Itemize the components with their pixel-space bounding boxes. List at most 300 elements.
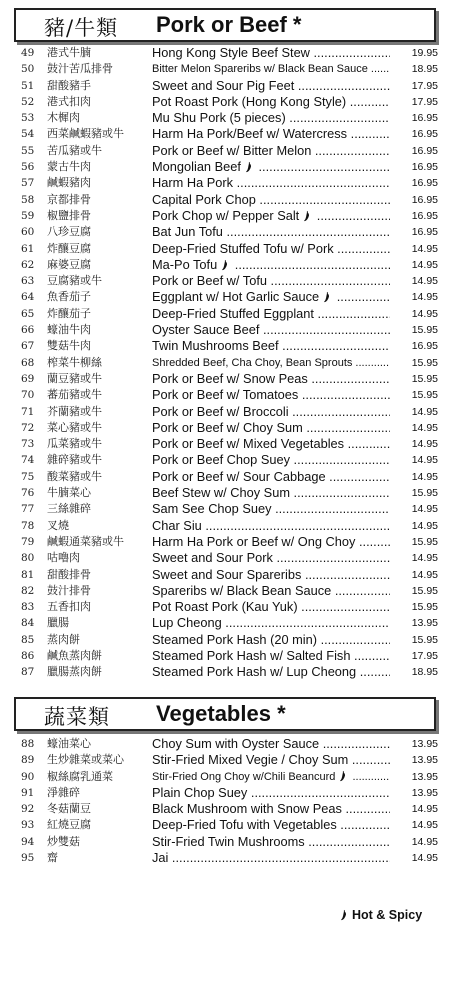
item-number: 61 <box>21 242 35 255</box>
menu-item <box>0 534 465 550</box>
item-name-chinese: 五香扣肉 <box>47 600 91 614</box>
item-name-chinese: 雜碎豬或牛 <box>47 453 102 467</box>
item-price: 16.95 <box>411 161 438 174</box>
leader-dots <box>223 224 390 239</box>
item-name-english <box>152 769 390 785</box>
leader-dots <box>303 420 390 435</box>
item-price: 14.95 <box>411 503 438 516</box>
item-name-chinese: 叉燒 <box>47 518 69 532</box>
menu-item <box>0 550 465 566</box>
item-name-chinese: 蠔油牛肉 <box>47 323 91 337</box>
item-name-text: Black Mushroom with Snow Peas <box>152 801 342 817</box>
menu-item <box>0 436 465 452</box>
leader-dots <box>342 801 390 816</box>
chili-pepper-icon <box>302 210 311 222</box>
section-title-chinese: 豬/牛類 <box>44 16 119 40</box>
item-price: 17.95 <box>411 95 438 108</box>
section-header <box>14 8 436 42</box>
item-name-text: Pork Chop w/ Pepper Salt <box>152 207 300 223</box>
item-name-text: Mu Shu Pork (5 pieces) <box>152 110 286 126</box>
item-price: 15.95 <box>411 389 438 402</box>
item-name-chinese: 冬菇蘭豆 <box>47 802 91 816</box>
item-name-english <box>152 615 390 631</box>
menu-item <box>0 632 465 648</box>
item-price: 15.95 <box>411 601 438 614</box>
item-name-english <box>152 834 390 850</box>
item-price: 13.95 <box>411 617 438 630</box>
item-number: 88 <box>21 738 35 750</box>
item-name-english <box>152 159 390 175</box>
item-name-text: Stir-Fried Ong Choy w/Chili Beancurd <box>152 770 336 783</box>
item-name-english <box>152 289 390 305</box>
item-number: 74 <box>21 454 35 467</box>
item-name-chinese: 炸釀茄子 <box>47 306 91 320</box>
item-name-chinese: 雙菇牛肉 <box>47 339 91 353</box>
item-name-text: Sweet and Sour Spareribs <box>152 566 302 582</box>
item-name-chinese: 京都排骨 <box>47 192 91 206</box>
item-number: 86 <box>21 649 35 662</box>
item-name-text: Stir-Fried Twin Mushrooms <box>152 833 305 849</box>
leader-dots <box>349 771 390 783</box>
item-name-text: Pork or Beef Chop Suey <box>152 452 290 468</box>
leader-dots <box>331 583 390 598</box>
menu-item <box>0 241 465 257</box>
leader-dots <box>305 834 390 849</box>
item-name-english <box>152 452 390 468</box>
item-name-text: Stir-Fried Mixed Vegie / Choy Sum <box>152 752 349 768</box>
item-price: 17.95 <box>411 649 438 662</box>
item-number: 78 <box>21 519 35 532</box>
menu-item <box>0 850 465 866</box>
item-name-chinese: 臘腸蒸肉餅 <box>47 665 102 679</box>
menu-item <box>0 143 465 159</box>
menu-item <box>0 110 465 126</box>
item-name-chinese: 豆腐豬或牛 <box>47 274 102 288</box>
item-price: 15.95 <box>411 535 438 548</box>
item-name-text: Bitter Melon Spareribs w/ Black Bean Sauce <box>152 63 368 76</box>
menu-item <box>0 306 465 322</box>
item-price: 14.95 <box>411 405 438 418</box>
item-price: 13.95 <box>411 786 438 799</box>
section-header <box>14 697 436 731</box>
item-name-text: Pork or Beef w/ Broccoli <box>152 403 289 419</box>
leader-dots <box>222 615 390 630</box>
item-name-text: Sweet and Sour Pig Feet <box>152 77 295 93</box>
item-price: 14.95 <box>411 552 438 565</box>
item-price: 14.95 <box>411 242 438 255</box>
item-name-english <box>152 208 390 224</box>
leader-dots <box>308 371 390 386</box>
item-number: 69 <box>21 372 35 385</box>
leader-dots <box>290 485 390 500</box>
item-price: 14.95 <box>411 291 438 304</box>
item-name-english <box>152 404 390 420</box>
item-name-english <box>152 306 390 322</box>
item-price: 15.95 <box>411 487 438 500</box>
leader-dots <box>368 63 390 75</box>
chili-pepper-icon <box>339 909 348 921</box>
item-name-text: Twin Mushrooms Beef <box>152 338 279 354</box>
menu-item-list <box>0 45 465 681</box>
section-title-chinese: 蔬菜類 <box>44 705 110 729</box>
item-price: 16.95 <box>411 144 438 157</box>
item-name-chinese: 咕嚕肉 <box>47 551 80 565</box>
item-number: 54 <box>21 128 35 141</box>
item-price: 13.95 <box>411 770 438 783</box>
item-name-chinese: 港式牛腩 <box>47 46 91 59</box>
item-price: 14.95 <box>411 307 438 320</box>
item-name-text: Pork or Beef w/ Tofu <box>152 273 267 289</box>
item-name-text: Deep-Fried Stuffed Eggplant <box>152 305 314 321</box>
menu-item <box>0 338 465 354</box>
item-name-english <box>152 110 390 126</box>
item-name-chinese: 臘腸 <box>47 616 69 630</box>
item-price: 14.95 <box>411 835 438 848</box>
item-price: 16.95 <box>411 193 438 206</box>
item-name-text: Spareribs w/ Black Bean Sauce <box>152 582 332 598</box>
section-title-english: Pork or Beef * <box>156 12 302 37</box>
item-name-text: Oyster Sauce Beef <box>152 322 260 338</box>
item-name-chinese: 牛腩菜心 <box>47 486 91 500</box>
item-name-text: Eggplant w/ Hot Garlic Sauce <box>152 289 320 305</box>
item-name-english <box>152 632 390 648</box>
item-name-chinese: 紅燒豆腐 <box>47 818 91 832</box>
menu-item <box>0 175 465 191</box>
item-price: 14.95 <box>411 470 438 483</box>
item-name-english <box>152 785 390 801</box>
item-number: 95 <box>21 852 35 865</box>
item-number: 57 <box>21 177 35 190</box>
item-name-english <box>152 534 390 550</box>
menu-item <box>0 208 465 224</box>
item-number: 75 <box>21 470 35 483</box>
item-name-text: Char Siu <box>152 517 202 533</box>
item-price: 16.95 <box>411 128 438 141</box>
item-name-text: Pot Roast Pork (Hong Kong Style) <box>152 93 347 109</box>
item-name-chinese: 蒙古牛肉 <box>47 160 91 174</box>
item-number: 83 <box>21 601 35 614</box>
item-name-text: Harm Ha Pork <box>152 175 234 191</box>
item-name-chinese: 鹹魚蒸肉餅 <box>47 648 102 662</box>
item-number: 84 <box>21 617 35 630</box>
item-name-chinese: 木樨肉 <box>47 111 80 125</box>
item-number: 65 <box>21 307 35 320</box>
spicy-legend-label: Hot & Spicy <box>352 908 423 922</box>
item-number: 51 <box>21 79 35 92</box>
item-number: 90 <box>21 770 35 783</box>
menu-item <box>0 387 465 403</box>
item-price: 16.95 <box>411 209 438 222</box>
item-number: 60 <box>21 226 35 239</box>
menu-item <box>0 273 465 289</box>
item-number: 72 <box>21 421 35 434</box>
item-name-text: Lup Cheong <box>152 615 222 631</box>
menu-item <box>0 817 465 833</box>
menu-item <box>0 371 465 387</box>
item-number: 52 <box>21 95 35 108</box>
item-name-english <box>152 387 390 403</box>
item-name-chinese: 炸釀豆腐 <box>47 241 91 255</box>
item-name-chinese: 麻婆豆腐 <box>47 257 91 271</box>
item-price: 18.95 <box>411 666 438 679</box>
leader-dots <box>289 404 390 419</box>
leader-dots <box>286 110 390 125</box>
menu-item <box>0 501 465 517</box>
item-price: 14.95 <box>411 519 438 532</box>
item-name-chinese: 港式扣肉 <box>47 94 91 108</box>
item-name-chinese: 鹹蝦豬肉 <box>47 176 91 190</box>
leader-dots <box>310 45 390 60</box>
leader-dots <box>313 208 390 223</box>
menu-item <box>0 404 465 420</box>
item-name-english <box>152 501 390 517</box>
item-name-english <box>152 736 390 752</box>
item-number: 50 <box>21 63 35 76</box>
leader-dots <box>356 664 390 679</box>
item-number: 93 <box>21 819 35 832</box>
leader-dots <box>314 306 390 321</box>
leader-dots <box>347 126 390 141</box>
item-name-chinese: 芥蘭豬或牛 <box>47 404 102 418</box>
item-price: 13.95 <box>411 738 438 750</box>
menu-item <box>0 752 465 768</box>
item-name-text: Harm Ha Pork/Beef w/ Watercress <box>152 126 348 142</box>
item-name-text: Pork or Beef w/ Snow Peas <box>152 370 308 386</box>
item-name-text: Ma-Po Tofu <box>152 256 218 272</box>
item-name-text: Harm Ha Pork or Beef w/ Ong Choy <box>152 533 356 549</box>
item-number: 80 <box>21 552 35 565</box>
item-price: 19.95 <box>411 47 438 59</box>
item-price: 15.95 <box>411 372 438 385</box>
menu-item <box>0 159 465 175</box>
item-name-text: Pork or Beef w/ Choy Sum <box>152 419 303 435</box>
item-name-text: Pork or Beef w/ Bitter Melon <box>152 142 312 158</box>
item-name-english <box>152 518 390 534</box>
item-price: 14.95 <box>411 438 438 451</box>
menu-item <box>0 583 465 599</box>
menu-item <box>0 78 465 94</box>
leader-dots <box>255 159 390 174</box>
leader-dots <box>346 94 390 109</box>
item-name-english <box>152 752 390 768</box>
item-name-chinese: 苦瓜豬或牛 <box>47 143 102 157</box>
leader-dots <box>319 736 390 751</box>
item-number: 85 <box>21 633 35 646</box>
spicy-legend <box>336 908 422 922</box>
menu-item <box>0 126 465 142</box>
leader-dots <box>348 752 390 767</box>
item-name-text: Bat Jun Tofu <box>152 224 223 240</box>
item-name-english <box>152 273 390 289</box>
leader-dots <box>317 632 390 647</box>
item-price: 14.95 <box>411 421 438 434</box>
item-name-english <box>152 143 390 159</box>
menu-item <box>0 224 465 240</box>
item-number: 71 <box>21 405 35 418</box>
leader-dots <box>337 817 390 832</box>
item-name-english <box>152 583 390 599</box>
item-name-english <box>152 322 390 338</box>
menu-item <box>0 355 465 371</box>
item-price: 14.95 <box>411 852 438 865</box>
item-number: 70 <box>21 389 35 402</box>
leader-dots <box>273 550 390 565</box>
item-name-text: Choy Sum with Oyster Sauce <box>152 736 320 751</box>
item-name-chinese: 炒雙菇 <box>47 834 80 848</box>
item-name-text: Jai <box>152 850 169 866</box>
leader-dots <box>311 143 390 158</box>
item-name-text: Mongolian Beef <box>152 159 241 175</box>
leader-dots <box>168 850 390 865</box>
item-name-chinese: 魚香茄子 <box>47 290 91 304</box>
item-name-chinese: 椒鹽排骨 <box>47 208 91 222</box>
leader-dots <box>333 289 390 304</box>
item-number: 67 <box>21 340 35 353</box>
item-name-english <box>152 420 390 436</box>
menu-item <box>0 192 465 208</box>
item-number: 81 <box>21 568 35 581</box>
item-name-chinese: 蕃茄豬或牛 <box>47 388 102 402</box>
item-name-text: Beef Stew w/ Choy Sum <box>152 485 290 501</box>
item-name-chinese: 甜酸排骨 <box>47 567 91 581</box>
item-name-english <box>152 469 390 485</box>
item-price: 17.95 <box>411 79 438 92</box>
item-name-chinese: 酸菜豬或牛 <box>47 469 102 483</box>
leader-dots <box>298 599 390 614</box>
item-price: 18.95 <box>411 63 438 76</box>
item-name-chinese: 鼓汁排骨 <box>47 583 91 597</box>
leader-dots <box>298 387 390 402</box>
leader-dots <box>290 452 390 467</box>
item-name-text: Pork or Beef w/ Sour Cabbage <box>152 468 326 484</box>
item-name-text: Steamed Pork Hash (20 min) <box>152 631 318 647</box>
item-name-chinese: 鼓汁苦瓜排骨 <box>47 62 113 76</box>
item-number: 58 <box>21 193 35 206</box>
item-name-english <box>152 567 390 583</box>
menu-item <box>0 736 465 752</box>
item-name-chinese: 西菜鹹蝦豬或牛 <box>47 127 124 141</box>
chili-pepper-icon <box>322 291 331 303</box>
chili-pepper-icon <box>244 161 253 173</box>
chili-pepper-icon <box>338 770 347 782</box>
item-name-chinese: 三絲雜碎 <box>47 502 91 516</box>
menu-item <box>0 257 465 273</box>
item-name-english <box>152 436 390 452</box>
item-price: 14.95 <box>411 258 438 271</box>
leader-dots <box>233 175 390 190</box>
menu-item <box>0 567 465 583</box>
leader-dots <box>294 78 390 93</box>
item-name-english <box>152 241 390 257</box>
item-name-text: Sweet and Sour Pork <box>152 550 273 566</box>
item-name-chinese: 八珍豆腐 <box>47 225 91 239</box>
item-name-english <box>152 126 390 142</box>
menu-item <box>0 289 465 305</box>
item-name-text: Pot Roast Pork (Kau Yuk) <box>152 599 298 615</box>
item-price: 14.95 <box>411 275 438 288</box>
item-name-chinese: 鹹蝦通菜豬或牛 <box>47 534 124 548</box>
item-name-english <box>152 61 390 77</box>
item-number: 77 <box>21 503 35 516</box>
leader-dots <box>334 241 390 256</box>
item-price: 14.95 <box>411 454 438 467</box>
item-price: 14.95 <box>411 568 438 581</box>
item-number: 76 <box>21 487 35 500</box>
item-name-english <box>152 175 390 191</box>
item-name-english <box>152 599 390 615</box>
item-name-english <box>152 817 390 833</box>
item-price: 14.95 <box>411 819 438 832</box>
menu-item <box>0 648 465 664</box>
menu-item <box>0 94 465 110</box>
item-name-english <box>152 550 390 566</box>
leader-dots <box>272 501 390 516</box>
item-number: 56 <box>21 161 35 174</box>
item-name-chinese: 瓜菜豬或牛 <box>47 437 102 451</box>
item-name-text: Hong Kong Style Beef Stew <box>152 45 310 60</box>
item-number: 66 <box>21 324 35 337</box>
leader-dots <box>247 785 390 800</box>
section-title-english: Vegetables * <box>156 701 286 726</box>
item-name-text: Deep-Fried Tofu with Vegetables <box>152 817 337 833</box>
item-price: 16.95 <box>411 177 438 190</box>
item-price: 16.95 <box>411 340 438 353</box>
item-name-chinese: 菜心豬或牛 <box>47 420 102 434</box>
item-name-english <box>152 45 390 61</box>
item-name-english <box>152 355 390 371</box>
menu-item-list <box>0 736 465 866</box>
item-number: 49 <box>21 47 35 59</box>
menu-item <box>0 518 465 534</box>
item-name-english <box>152 371 390 387</box>
item-price: 15.95 <box>411 633 438 646</box>
leader-dots <box>279 338 390 353</box>
item-name-text: Pork or Beef w/ Mixed Vegetables <box>152 436 345 452</box>
item-number: 53 <box>21 112 35 125</box>
menu-item <box>0 664 465 680</box>
item-number: 68 <box>21 356 35 369</box>
item-price: 15.95 <box>411 324 438 337</box>
item-name-text: Steamed Pork Hash w/ Lup Cheong <box>152 664 357 680</box>
menu-item <box>0 769 465 785</box>
item-number: 55 <box>21 144 35 157</box>
item-name-text: Steamed Pork Hash w/ Salted Fish <box>152 647 351 663</box>
item-price: 15.95 <box>411 356 438 369</box>
menu-item <box>0 801 465 817</box>
item-name-english <box>152 338 390 354</box>
item-number: 92 <box>21 803 35 816</box>
item-number: 64 <box>21 291 35 304</box>
menu-item <box>0 420 465 436</box>
leader-dots <box>344 436 390 451</box>
item-name-english <box>152 192 390 208</box>
item-name-english <box>152 850 390 866</box>
leader-dots <box>355 534 390 549</box>
menu-item <box>0 485 465 501</box>
item-price: 14.95 <box>411 803 438 816</box>
item-name-text: Pork or Beef w/ Tomatoes <box>152 387 299 403</box>
item-number: 73 <box>21 438 35 451</box>
leader-dots <box>301 567 390 582</box>
item-price: 13.95 <box>411 754 438 767</box>
item-number: 63 <box>21 275 35 288</box>
item-name-chinese: 甜酸豬手 <box>47 78 91 92</box>
menu-item <box>0 322 465 338</box>
item-name-english <box>152 664 390 680</box>
item-name-text: Sam See Chop Suey <box>152 501 272 517</box>
menu-item <box>0 45 465 61</box>
item-price: 16.95 <box>411 226 438 239</box>
